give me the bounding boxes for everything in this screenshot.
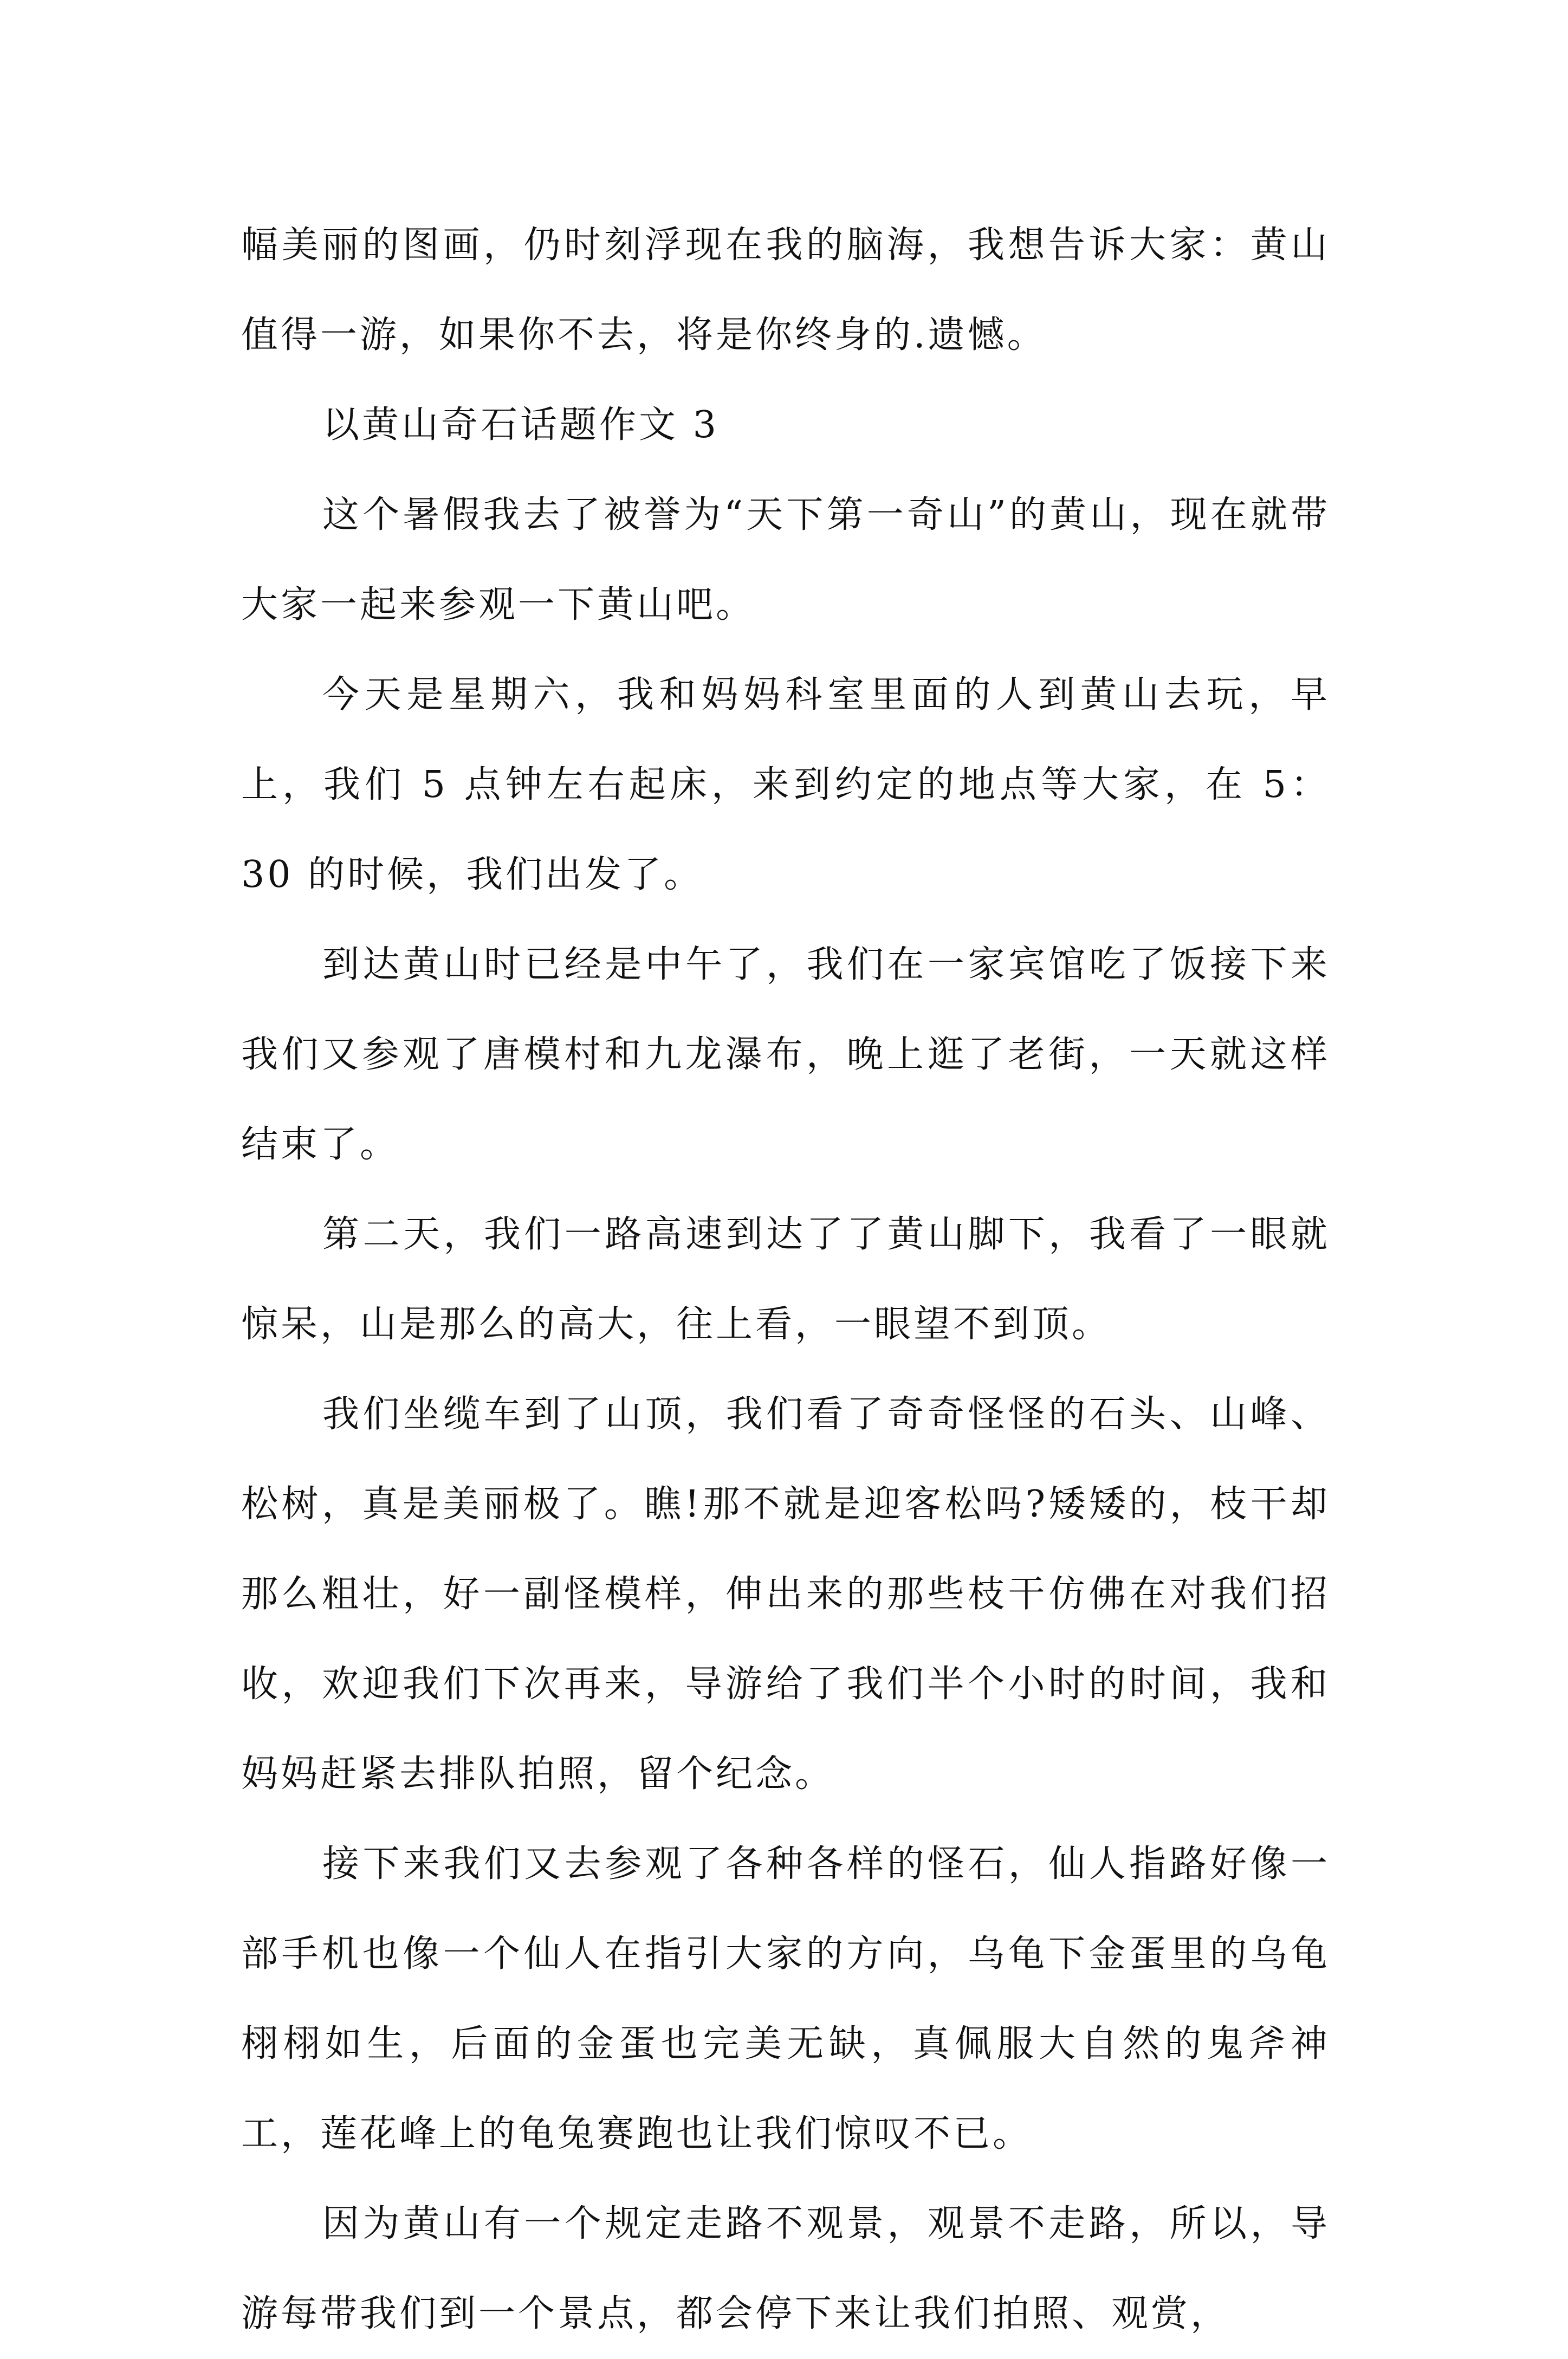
paragraph: 到达黄山时已经是中午了，我们在一家宾馆吃了饭接下来我们又参观了唐模村和九龙瀑布，晚上逛了老街，一天就这样结束了。 bbox=[241, 943, 1330, 1166]
paragraph: 因为黄山有一个规定走路不观景，观景不走路，所以，导游每带我们到一个景点，都会停下来让我们拍照、观赏， bbox=[241, 2202, 1330, 2335]
paragraph: 第二天，我们一路高速到达了了黄山脚下，我看了一眼就惊呆，山是那么的高大，往上看，一眼望不到顶。 bbox=[241, 1213, 1330, 1346]
paragraph-continuation: 幅美丽的图画，仍时刻浮现在我的脑海，我想告诉大家：黄山值得一游，如果你不去，将是你终身的.遗憾。 bbox=[241, 224, 1330, 357]
essay-heading: 以黄山奇石话题作文 3 bbox=[322, 404, 719, 446]
paragraph: 这个暑假我去了被誉为“天下第一奇山”的黄山，现在就带大家一起来参观一下黄山吧。 bbox=[241, 494, 1330, 626]
paragraph: 今天是星期六，我和妈妈科室里面的人到黄山去玩，早上，我们 5 点钟左右起床，来到约定的地点等大家，在 5：30 的时候，我们出发了。 bbox=[241, 673, 1330, 896]
document-body bbox=[241, 200, 1330, 2359]
paragraph: 接下来我们又去参观了各种各样的怪石，仙人指路好像一部手机也像一个仙人在指引大家的方向，乌龟下金蛋里的乌龟栩栩如生，后面的金蛋也完美无缺，真佩服大自然的鬼斧神工，莲花峰上的龟兔赛跑也让我们惊叹不已。 bbox=[241, 1843, 1330, 2155]
paragraph: 我们坐缆车到了山顶，我们看了奇奇怪怪的石头、山峰、松树，真是美丽极了。瞧!那不就是迎客松吗?矮矮的，枝干却那么粗壮，好一副怪模样，伸出来的那些枝干仿佛在对我们招收，欢迎我们下次再来，导游给了我们半个小时的时间，我和妈妈赶紧去排队拍照，留个纪念。 bbox=[241, 1393, 1330, 1796]
